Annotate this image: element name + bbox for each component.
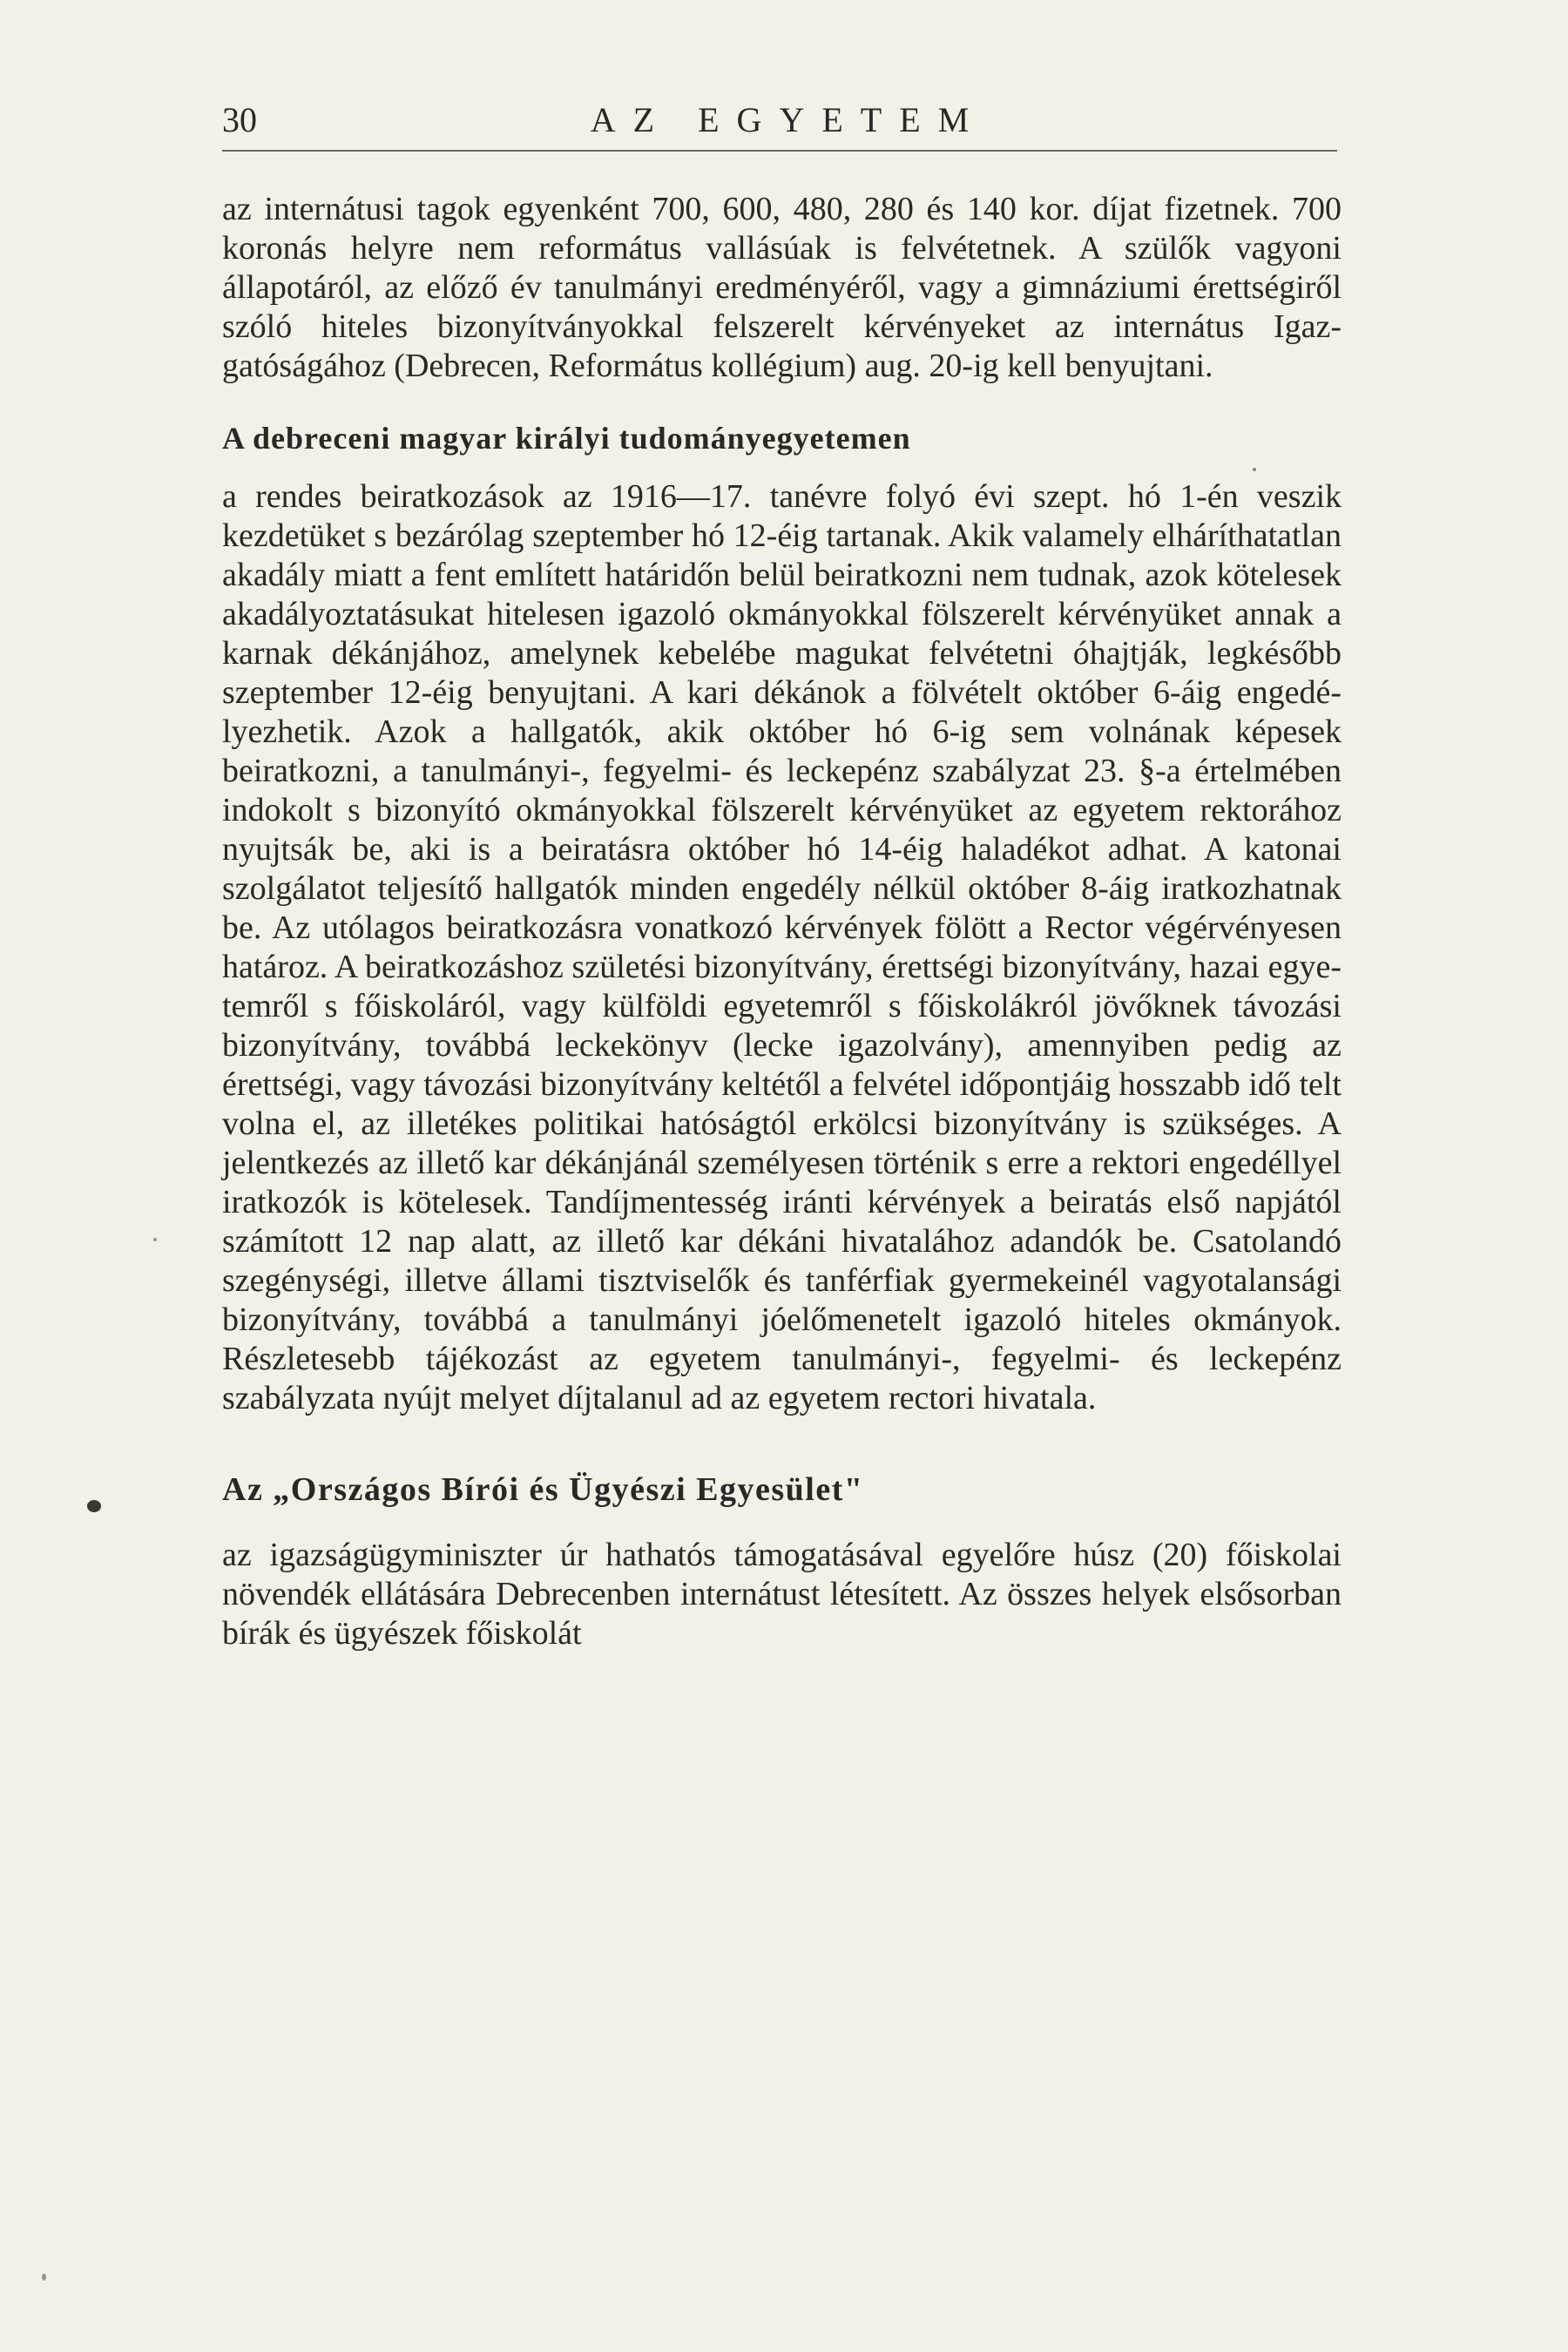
association-paragraph: az igazságügyminiszter úr hathatós támogatásával egyelőre húsz (20) főiskolai növendék ellátására Debrecenben internátust létesített. Az összes helyek elsősorban bírák és ügyészek főiskolát	[222, 1537, 1342, 1652]
page-header	[222, 94, 1337, 146]
association-heading: Az „Országos Bírói és Ügyészi Egyesület"	[222, 1471, 864, 1508]
university-heading: A debreceni magyar királyi tudományegyetemen	[222, 421, 911, 456]
ink-speck-small	[153, 1238, 157, 1241]
header-rule	[222, 150, 1337, 152]
ink-speck-small	[1253, 468, 1256, 471]
page-body	[222, 190, 1342, 1653]
running-title: AZ EGYETEM	[590, 100, 987, 139]
intro-paragraph: az internátusi tagok egyenként 700, 600, 480, 280 és 140 kor. díjat fizetnek. 700 koronás helyre nem református vallásúak is felvétetnek. A szülők vagyoni állapotáról, az előző év tanulmányi eredményéről, vagy a gimnáziumi érettségiről szóló hiteles bizonyítványokkal felszerelt kérvényeket az internátus Igazgatóságához (Debrecen, Református kollégium) aug. 20-ig kell benyujtani.	[222, 191, 1342, 384]
ink-speck-small	[42, 2274, 46, 2281]
ink-speck	[87, 1500, 101, 1512]
university-paragraph: a rendes beiratkozások az 1916—17. tanévre folyó évi szept. hó 1-én veszik kezdetüket s bezárólag szeptember hó 12-éig tartanak. Akik valamely elháríthatatlan akadály miatt a fent említett határidőn belül beiratkozni nem tudnak, azok kötelesek akadályoztatásukat hitelesen igazoló okmányokkal fölszerelt kérvényüket annak a karnak dékánjához, amelynek kebelébe magukat felvétetni óhajtják, legkésőbb szeptember 12-éig benyujtani. A kari dékánok a fölvételt október 6-áig engedélyezhetik. Azok a hallgatók, akik október hó 6-ig sem volnának képesek beiratkozni, a tanulmányi-, fegyelmi- és leckepénz szabályzat 23. §-a értelmében indokolt s bizonyító okmányokkal fölszerelt kérvényüket az egyetem rektorához nyujtsák be, aki is a beiratásra október hó 14-éig haladékot adhat. A katonai szolgálatot teljesítő hallgatók minden engedély nélkül október 8-áig iratkozhatnak be. Az utólagos beiratkozásra vonatkozó kérvények fölött a Rector végérvényesen határoz. A beiratkozáshoz születési bizonyítvány, érettségi bizonyítvány, hazai egyetemről s főiskoláról, vagy külföldi egyetemről s főiskolákról jövőknek távozási bizonyítvány, továbbá leckekönyv (lecke igazolvány), amennyiben pedig az érettségi, vagy távozási bizonyítvány keltétől a felvétel időpontjáig hosszabb idő telt volna el, az illetékes politikai hatóságtól erkölcsi bizonyítvány is szükséges. A jelentkezés az illető kar dékánjánál személyesen történik s erre a rektori engedéllyel iratkozók is kötelesek. Tandíjmentesség iránti kérvények a beiratás első napjától számított 12 nap alatt, az illető kar dékáni hivatalához adandók be. Csatolandó szegénységi, illetve állami tisztviselők és tanférfiak gyermekeinél vagyotalansági bizonyítvány, továbbá a tanulmányi jóelőmenetelt igazoló hiteles okmányok. Részletesebb tájékozást az egyetem tanulmányi-, fegyelmi- és leckepénz szabályzata nyújt melyet díjtalanul ad az egyetem rectori hivatala.	[222, 478, 1342, 1416]
page-number: 30	[222, 100, 257, 139]
